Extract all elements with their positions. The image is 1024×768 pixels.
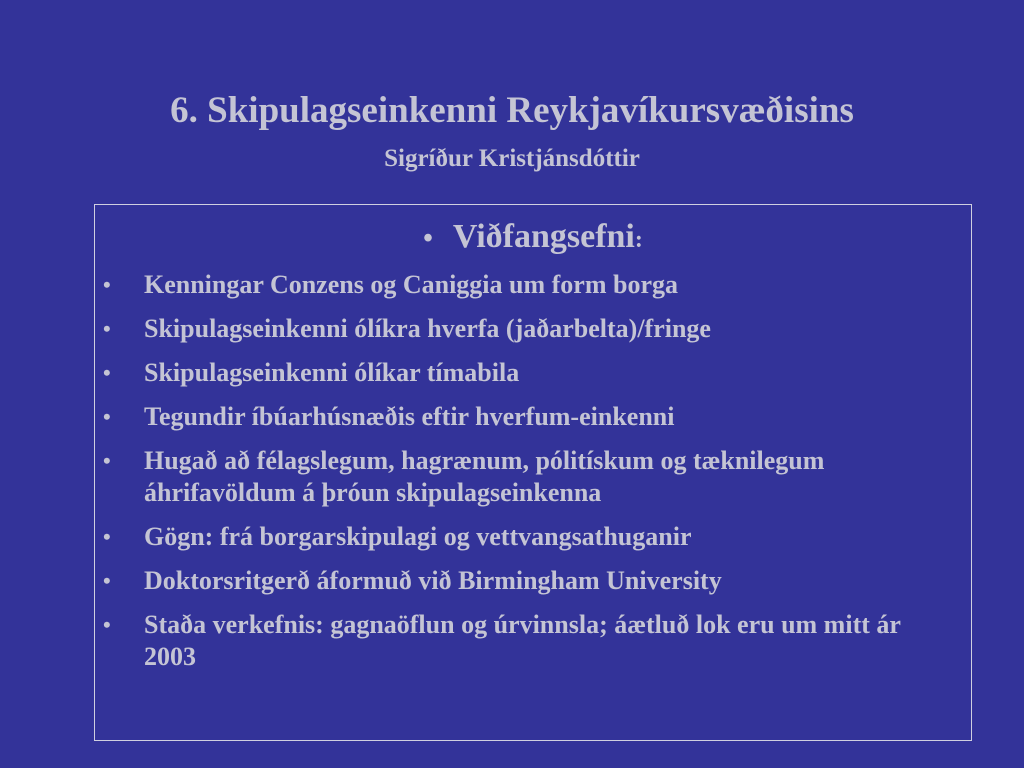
slide-title: 6. Skipulagseinkenni Reykjavíkursvæðisins <box>170 90 854 131</box>
bullet-dot: • <box>103 360 111 385</box>
bullet-list <box>101 269 951 685</box>
list-item <box>101 269 951 301</box>
list-item-text: Staða verkefnis: gagnaöflun og úrvinnsla; áætluð lok eru um mitt ár 2003 <box>144 610 901 671</box>
list-item <box>101 521 951 553</box>
list-item-text: Doktorsritgerð áformuð við Birmingham University <box>144 566 722 595</box>
list-item-text: Skipulagseinkenni ólíkar tímabila <box>144 358 520 387</box>
list-item-text: Hugað að félagslegum, hagrænum, pólitískum og tæknilegum áhrifavöldum á þróun skipulagseinkenna <box>144 446 825 507</box>
list-item-text: Tegundir íbúarhúsnæðis eftir hverfum-einkenni <box>144 402 675 431</box>
bullet-dot: • <box>103 568 111 593</box>
list-item <box>101 565 951 597</box>
heading-text: Viðfangsefni <box>452 218 635 255</box>
list-item <box>101 313 951 345</box>
slide-subtitle: Sigríður Kristjánsdóttir <box>384 145 640 172</box>
content-box <box>94 204 972 741</box>
list-item-text: Skipulagseinkenni ólíkra hverfa (jaðarbelta)/fringe <box>144 314 711 343</box>
list-item <box>101 609 951 673</box>
list-item-text: Kenningar Conzens og Caniggia um form borga <box>144 270 678 299</box>
list-item <box>101 357 951 389</box>
list-item <box>101 445 951 509</box>
heading-bullet: • <box>423 223 433 254</box>
bullet-dot: • <box>103 404 111 429</box>
topic-heading <box>95 217 971 260</box>
list-item <box>101 401 951 433</box>
heading-colon: : <box>634 227 643 253</box>
list-item-text: Gögn: frá borgarskipulagi og vettvangsathuganir <box>144 522 692 551</box>
bullet-dot: • <box>103 316 111 341</box>
bullet-dot: • <box>103 612 111 637</box>
bullet-dot: • <box>103 524 111 549</box>
bullet-dot: • <box>103 272 111 297</box>
bullet-dot: • <box>103 448 111 473</box>
